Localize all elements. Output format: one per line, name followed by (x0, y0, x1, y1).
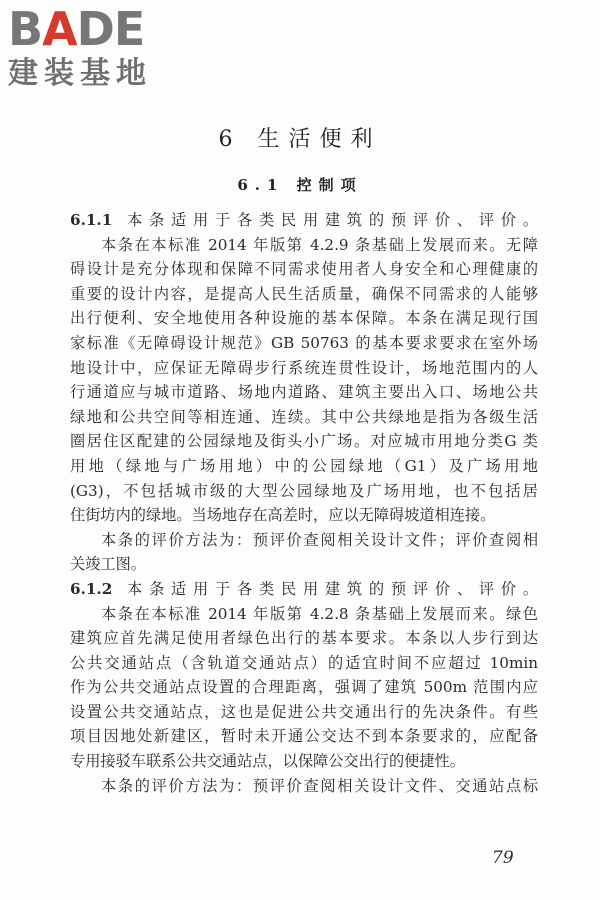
clause-heading-line (70, 208, 538, 233)
paragraph-line: 住街坊内的绿地。当场地存在高差时，应以无障碍坡道相连接。 (70, 506, 496, 525)
paragraph-line: 公共交通站点（含轨道交通站点）的适宜时间不应超过 10min (70, 653, 538, 672)
paragraph-line: 家标准《无障碍设计规范》GB 50763 的基本要求要求在室外场 (70, 333, 538, 352)
paragraph-line: 本条的评价方法为：预评价查阅相关设计文件；评价查阅相 (101, 530, 538, 549)
paragraph-line: 绿地和公共空间等相连通、连续。其中公共绿地是指为各级生活 (70, 407, 538, 426)
paragraph-line: 行通道应与城市道路、场地内道路、建筑主要出入口、场地公共 (70, 383, 538, 402)
bade-logo (8, 4, 178, 92)
chapter-title: 6 生活便利 (218, 127, 382, 152)
page-number: 79 (492, 848, 514, 868)
clause-heading-line (70, 577, 538, 602)
paragraph-line: 设置公共交通站点，这也是促进公共交通出行的先决条件。有些 (70, 702, 538, 721)
paragraph-line: 碍设计是充分体现和保障不同需求使用者人身安全和心理健康的 (70, 260, 538, 279)
paragraph-line: 地设计中，应保证无障碍步行系统连贯性设计，场地范围内的人 (70, 358, 538, 377)
paragraph-line: (G3)，不包括城市级的大型公园绿地及广场用地，也不包括居 (70, 481, 538, 500)
paragraph-line: 本条在本标准 2014 年版第 4.2.8 条基础上发展而来。绿色 (101, 604, 538, 623)
document-body (70, 208, 538, 798)
logo-accent-letter: A (42, 2, 77, 56)
paragraph-line: 关竣工图。 (70, 555, 146, 574)
logo-subtitle: 建装基地 (8, 56, 152, 91)
clause-number: 6.1.1 (70, 211, 113, 229)
clause-text: 本条适用于各类民用建筑的预评价、评价。 (120, 211, 538, 229)
paragraph-line: 本条在本标准 2014 年版第 4.2.9 条基础上发展而来。无障 (101, 235, 538, 254)
paragraph-line: 重要的设计内容，是提高人民生活质量，确保不同需求的人能够 (70, 284, 538, 303)
paragraph-line: 出行便利、安全地使用各种设施的基本保障。本条在满足现行国 (70, 309, 538, 328)
paragraph-line: 本条的评价方法为：预评价查阅相关设计文件、交通站点标 (101, 776, 538, 795)
clause-number: 6.1.2 (70, 579, 113, 598)
paragraph-line: 专用接驳车联系公共交通站点，以保障公交出行的便捷性。 (70, 752, 465, 771)
paragraph-line: 用地（绿地与广场用地）中的公园绿地（G1）及广场用地 (70, 456, 538, 475)
clause-text: 本条适用于各类民用建筑的预评价、评价。 (120, 579, 538, 598)
paragraph-line: 圈居住区配建的公园绿地及街头小广场。对应城市用地分类G 类 (70, 432, 538, 451)
section-title: 6.1 控制项 (237, 176, 363, 194)
logo-wordmark: BADE (8, 2, 145, 56)
paragraph-line: 项目因地处新建区，暂时未开通公交达不到本条要求的，应配备 (70, 727, 538, 746)
paragraph-line: 作为公共交通站点设置的合理距离，强调了建筑 500m 范围内应 (70, 678, 538, 697)
paragraph-line: 建筑应首先满足使用者绿色出行的基本要求。本条以人步行到达 (70, 629, 538, 648)
